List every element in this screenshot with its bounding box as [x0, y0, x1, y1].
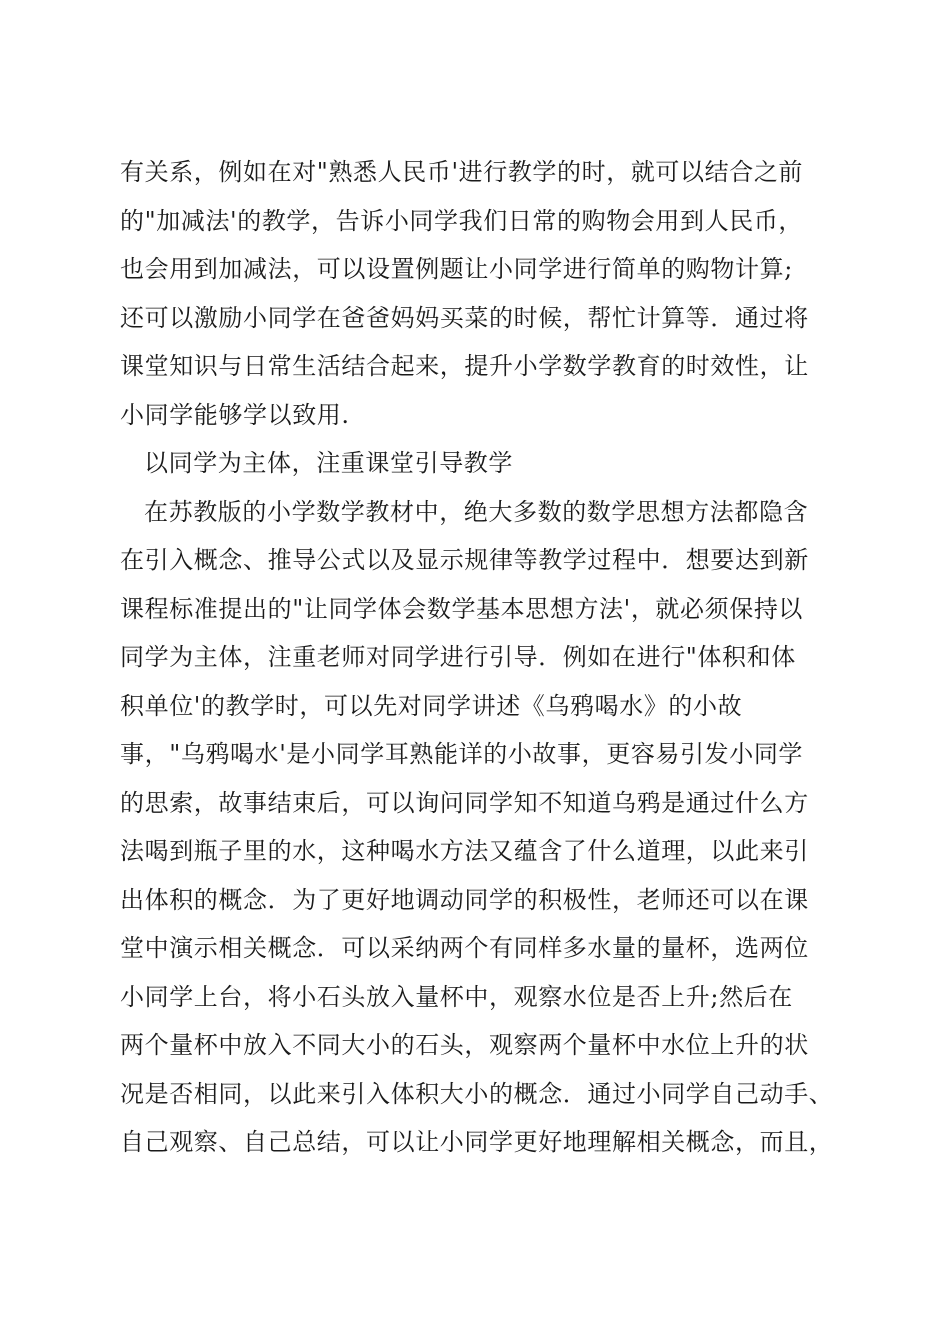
text-line: 同学为主体，注重老师对同学进行引导．例如在进行"体积和体 [120, 643, 796, 671]
text-line: 在引入概念、推导公式以及显示规律等教学过程中．想要达到新 [120, 546, 809, 574]
text-line: 的思索，故事结束后，可以询问同学知不知道乌鸦是通过什么方 [120, 788, 809, 817]
text-line: 事，"乌鸦喝水'是小同学耳熟能详的小故事，更容易引发小同学 [120, 740, 804, 768]
text-line: 也会用到加减法，可以设置例题让小同学进行简单的购物计算; [120, 255, 793, 283]
text-line: 的"加减法'的教学，告诉小同学我们日常的购物会用到人民币， [120, 206, 804, 235]
text-line: 有关系，例如在对"熟悉人民币'进行教学的时，就可以结合之前 [120, 158, 804, 186]
text-line: 积单位'的教学时，可以先对同学讲述《乌鸦喝水》的小故 [120, 691, 743, 720]
text-line: 课程标准提出的"让同学体会数学基本思想方法'，就必须保持以 [120, 594, 804, 623]
text-line: 法喝到瓶子里的水，这种喝水方法又蕴含了什么道理，以此来引 [120, 837, 809, 865]
text-line: 还可以激励小同学在爸爸妈妈买菜的时候，帮忙计算等．通过将 [120, 303, 809, 332]
text-line: 况是否相同，以此来引入体积大小的概念．通过小同学自己动手、 [120, 1079, 834, 1108]
text-line: 小同学上台，将小石头放入量杯中，观察水位是否上升;然后在 [120, 982, 793, 1011]
text-line: 出体积的概念．为了更好地调动同学的积极性，老师还可以在课 [120, 885, 809, 914]
text-line: 堂中演示相关概念．可以采纳两个有同样多水量的量杯，选两位 [120, 934, 809, 962]
text-line: 自己观察、自己总结，可以让小同学更好地理解相关概念，而且， [120, 1128, 834, 1156]
section-heading: 以同学为主体，注重课堂引导教学 [144, 449, 513, 477]
text-line: 小同学能够学以致用. [120, 400, 350, 429]
text-line: 在苏教版的小学数学教材中，绝大多数的数学思想方法都隐含 [144, 497, 809, 526]
body-text [120, 148, 850, 1167]
text-line: 课堂知识与日常生活结合起来，提升小学数学教育的时效性，让 [120, 352, 809, 380]
text-line: 两个量杯中放入不同大小的石头，观察两个量杯中水位上升的状 [120, 1031, 809, 1059]
